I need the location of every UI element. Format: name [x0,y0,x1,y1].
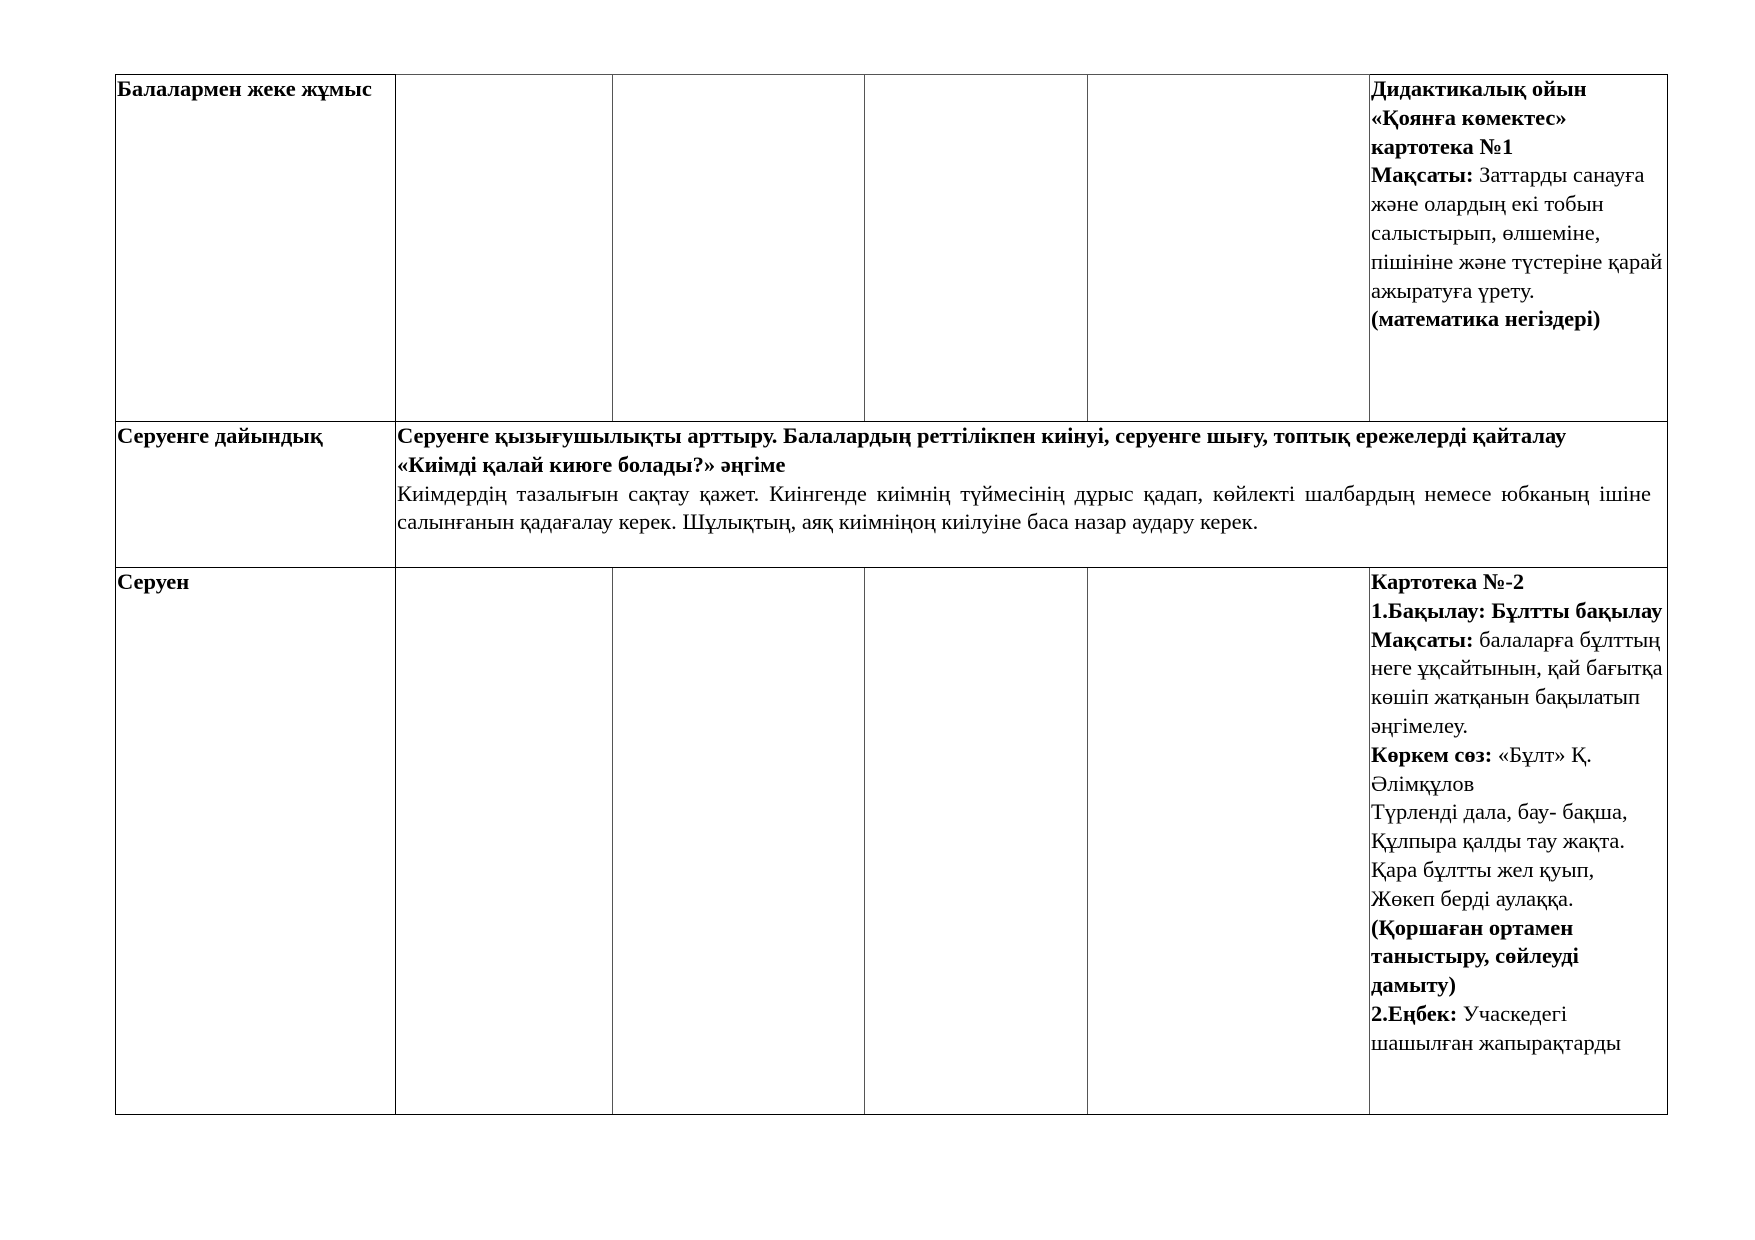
observation-goal [1371,626,1667,741]
empty-cell [396,568,613,1115]
walk-preparation-content [396,422,1668,568]
poem-line: Жөкеп берді аулаққа. [1371,885,1574,911]
daily-plan-table [115,74,1668,1115]
subject-note: (математика негіздері) [1371,306,1601,332]
empty-cell [865,568,1088,1115]
poem-source: «Бұлт» Қ. Әлімқұлов [1371,741,1592,796]
walk-card-cell [1370,568,1668,1115]
table-row-personal-work [116,75,1668,422]
goal-text: балаларға бұлттың неге ұқсайтынын, қай бағытқа көшіп жатқанын бақылатып әңгімелеу. [1371,626,1663,738]
empty-cell [613,568,865,1115]
didactic-game-cell [1370,75,1668,422]
observation-title: 1.Бақылау: Бұлтты бақылау [1371,597,1663,623]
goal-text: Заттарды санауға және олардың екі тобын салыстырып, өлшеміне, пішініне және түстеріне қарай ажыратуға үрету. [1371,162,1663,303]
poem-label: Көркем сөз: [1371,741,1493,767]
table-row-walk [116,568,1668,1115]
labor-label: 2.Еңбек: [1371,1000,1458,1026]
didactic-game-goal [1371,161,1667,305]
empty-cell [613,75,865,422]
didactic-game-title: Дидактикалық ойын «Қоянға көмектес» картотека №1 [1371,76,1587,159]
labor-text: Учаскедегі шашылған жапырақтарды [1371,1000,1622,1055]
conversation-text: Киімдердің тазалығын сақтау қажет. Киінгенде киімнің түймесінің дұрыс қадап, көйлекті шалбардың немесе юбканың ішіне салынғанын қадағалау керек. Шұлықтың, аяқ киімніңоң киілуіне баса назар аудару керек. [397,480,1651,535]
subject-note: (Қоршаған ортамен таныстыру, сөйлеуді дамыту) [1371,914,1579,998]
empty-cell [396,75,613,422]
empty-cell [865,75,1088,422]
row-label-walk-preparation: Серуенге дайындық [116,422,396,568]
poem-line: Қара бұлтты жел қуып, [1371,856,1595,882]
row-label-personal-work: Балалармен жеке жұмыс [116,75,396,422]
empty-cell [1088,568,1370,1115]
goal-label: Мақсаты: [1371,626,1474,652]
poem-line: Түрленді дала, бау- бақша, [1371,799,1628,825]
walk-preparation-intro: Серуенге қызығушылықты арттыру. Балалардың реттілікпен киінуі, серуенге шығу, топтық ережелерді қайталау [397,423,1567,448]
empty-cell [1088,75,1370,422]
poem-line: Құлпыра қалды тау жақта. [1371,828,1626,854]
walk-card-title: Картотека №-2 [1371,569,1525,594]
table-row-walk-preparation [116,422,1668,568]
labor-task [1371,1000,1667,1058]
poem-heading [1371,741,1667,799]
goal-label: Мақсаты: [1371,162,1474,188]
document-page [115,74,1667,1115]
conversation-title: «Киімді қалай киюге болады?» әңгіме [397,451,786,477]
row-label-walk: Серуен [116,568,396,1115]
